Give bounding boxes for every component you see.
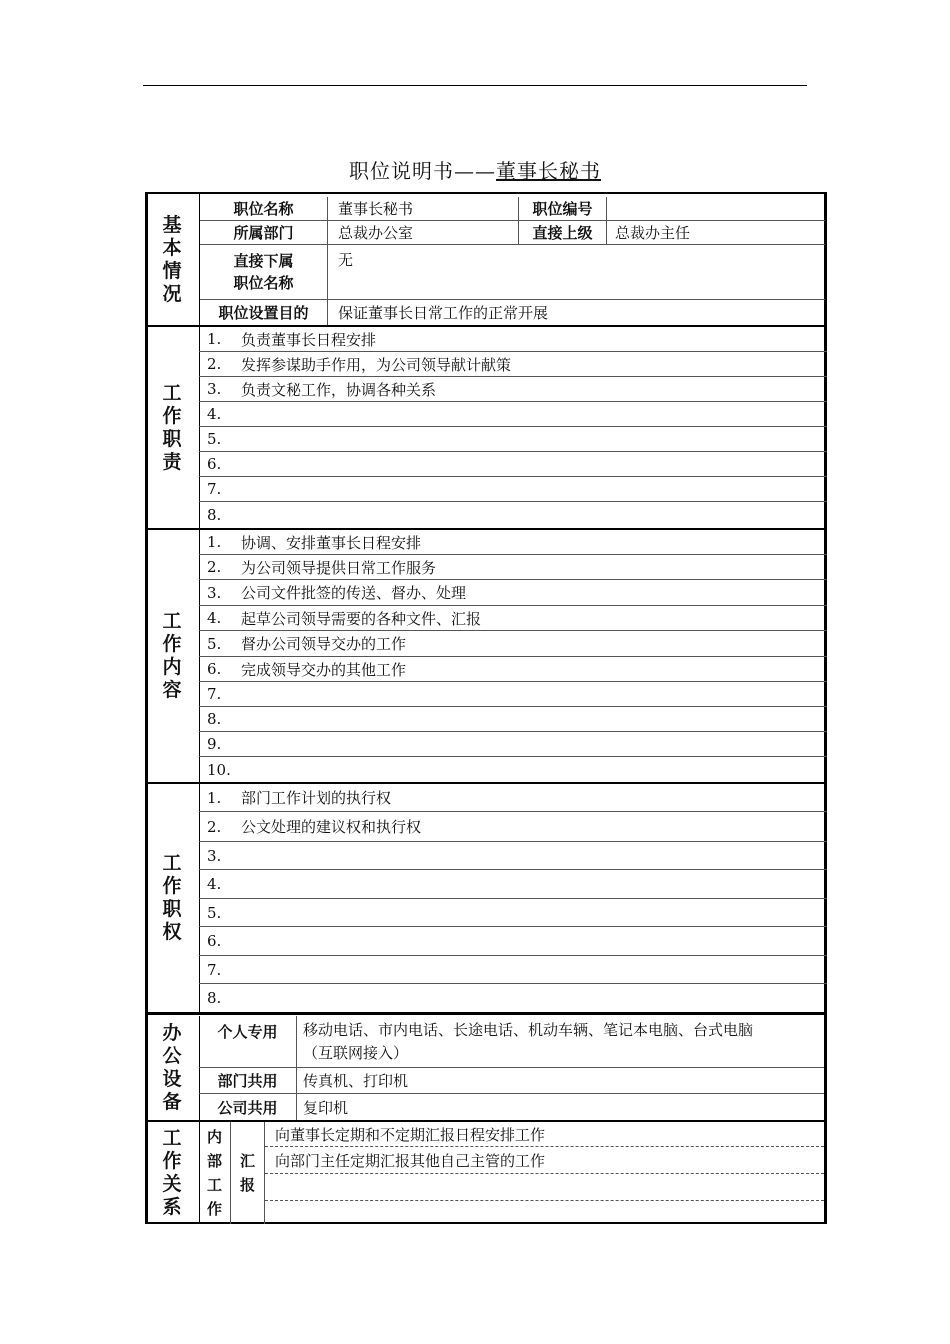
company-shared-value: 复印机 <box>303 1098 349 1117</box>
content-row: 3. 公司文件批签的传送、督办、处理 <box>199 580 827 606</box>
authority-row: 3. <box>199 842 827 870</box>
content-row: 4. 起草公司领导需要的各种文件、汇报 <box>199 606 827 631</box>
content-row: 2. 为公司领导提供日常工作服务 <box>199 555 827 580</box>
duty-row: 2. 发挥参谋助手作用，为公司领导献计献策 <box>199 352 827 377</box>
basic-label: 基本情况 <box>162 213 182 305</box>
duty-row: 5. <box>199 427 827 452</box>
job-code-label: 职位编号 <box>519 197 607 221</box>
authority-row: 1. 部门工作计划的执行权 <box>199 784 827 812</box>
authority-label: 工作职权 <box>162 852 182 943</box>
report-label-cell <box>231 1122 265 1224</box>
personal-label: 个人专用 <box>199 1016 297 1068</box>
dept-label: 所属部门 <box>200 221 328 245</box>
authority-row: 4. <box>199 870 827 899</box>
purpose-value: 保证董事长日常工作的正常开展 <box>338 304 549 322</box>
section-equipment <box>145 1016 827 1120</box>
content-label: 工作内容 <box>162 610 182 701</box>
dept-shared-label: 部门共用 <box>199 1068 297 1094</box>
content-row: 8. <box>199 707 827 732</box>
authority-row: 5. <box>199 899 827 927</box>
duty-row: 4. <box>199 402 827 427</box>
content-row: 5. 督办公司领导交办的工作 <box>199 631 827 657</box>
subordinate-label <box>200 245 328 300</box>
duty-row: 1. 负责董事长日程安排 <box>199 327 827 352</box>
authority-row: 8. <box>207 989 222 1007</box>
company-shared-label: 公司共用 <box>199 1094 297 1120</box>
duties-label-cell <box>145 327 200 528</box>
duty-row: 8. <box>207 506 222 524</box>
relation-row: 向董事长定期和不定期汇报日程安排工作 <box>265 1122 824 1147</box>
purpose-label: 职位设置目的 <box>200 300 328 325</box>
internal-label: 内部工作 <box>206 1128 222 1218</box>
section-authority <box>145 784 827 1012</box>
section-basic <box>145 194 827 325</box>
duty-row: 7. <box>199 477 827 502</box>
relation-row: 向部门主任定期汇报其他自己主管的工作 <box>265 1147 824 1174</box>
job-name-value: 董事长秘书 <box>328 197 519 221</box>
personal-value <box>297 1016 824 1068</box>
internal-label-cell <box>199 1122 231 1224</box>
section-content <box>145 530 827 782</box>
section-relations <box>145 1122 827 1224</box>
report-label: 汇报 <box>239 1152 255 1194</box>
equipment-label-cell <box>145 1016 200 1120</box>
relation-row <box>265 1174 824 1201</box>
relations-label-cell <box>145 1122 200 1224</box>
subordinate-label-2: 职位名称 <box>233 274 294 292</box>
content-row: 1. 协调、安排董事长日程安排 <box>199 530 827 555</box>
content-row: 9. <box>199 732 827 757</box>
divider <box>145 1012 827 1015</box>
content-label-cell <box>145 530 200 782</box>
authority-label-cell <box>145 784 200 1012</box>
duties-label: 工作职责 <box>162 381 182 473</box>
superior-label: 直接上级 <box>519 221 607 245</box>
basic-label-cell <box>145 194 200 325</box>
subordinate-value: 无 <box>328 245 825 300</box>
duty-row: 3. 负责文秘工作，协调各种关系 <box>199 377 827 402</box>
personal-line-2: （互联网接入） <box>303 1044 409 1062</box>
title-main: 董事长秘书 <box>496 159 601 183</box>
page-title <box>0 155 950 184</box>
authority-row: 7. <box>199 956 827 984</box>
content-row: 7. <box>199 682 827 707</box>
section-duties <box>145 327 827 528</box>
content-row: 6. 完成领导交办的其他工作 <box>199 657 827 682</box>
relation-row <box>265 1201 824 1224</box>
content-row: 10. <box>207 760 231 779</box>
authority-row: 2. 公文处理的建议权和执行权 <box>199 812 827 842</box>
superior-value: 总裁办主任 <box>607 221 825 245</box>
relations-label: 工作关系 <box>162 1127 182 1218</box>
authority-row: 6. <box>199 927 827 956</box>
duty-row: 6. <box>199 452 827 477</box>
title-prefix: 职位说明书—— <box>349 159 496 183</box>
subordinate-label-1: 直接下属 <box>233 252 294 270</box>
top-rule <box>143 85 807 86</box>
job-code-value <box>607 197 825 221</box>
dept-shared-value: 传真机、打印机 <box>297 1068 824 1094</box>
job-name-label: 职位名称 <box>200 197 328 221</box>
equipment-label: 办公设备 <box>162 1022 182 1113</box>
personal-line-1: 移动电话、市内电话、长途电话、机动车辆、笔记本电脑、台式电脑 <box>303 1021 754 1039</box>
dept-value: 总裁办公室 <box>328 221 519 245</box>
